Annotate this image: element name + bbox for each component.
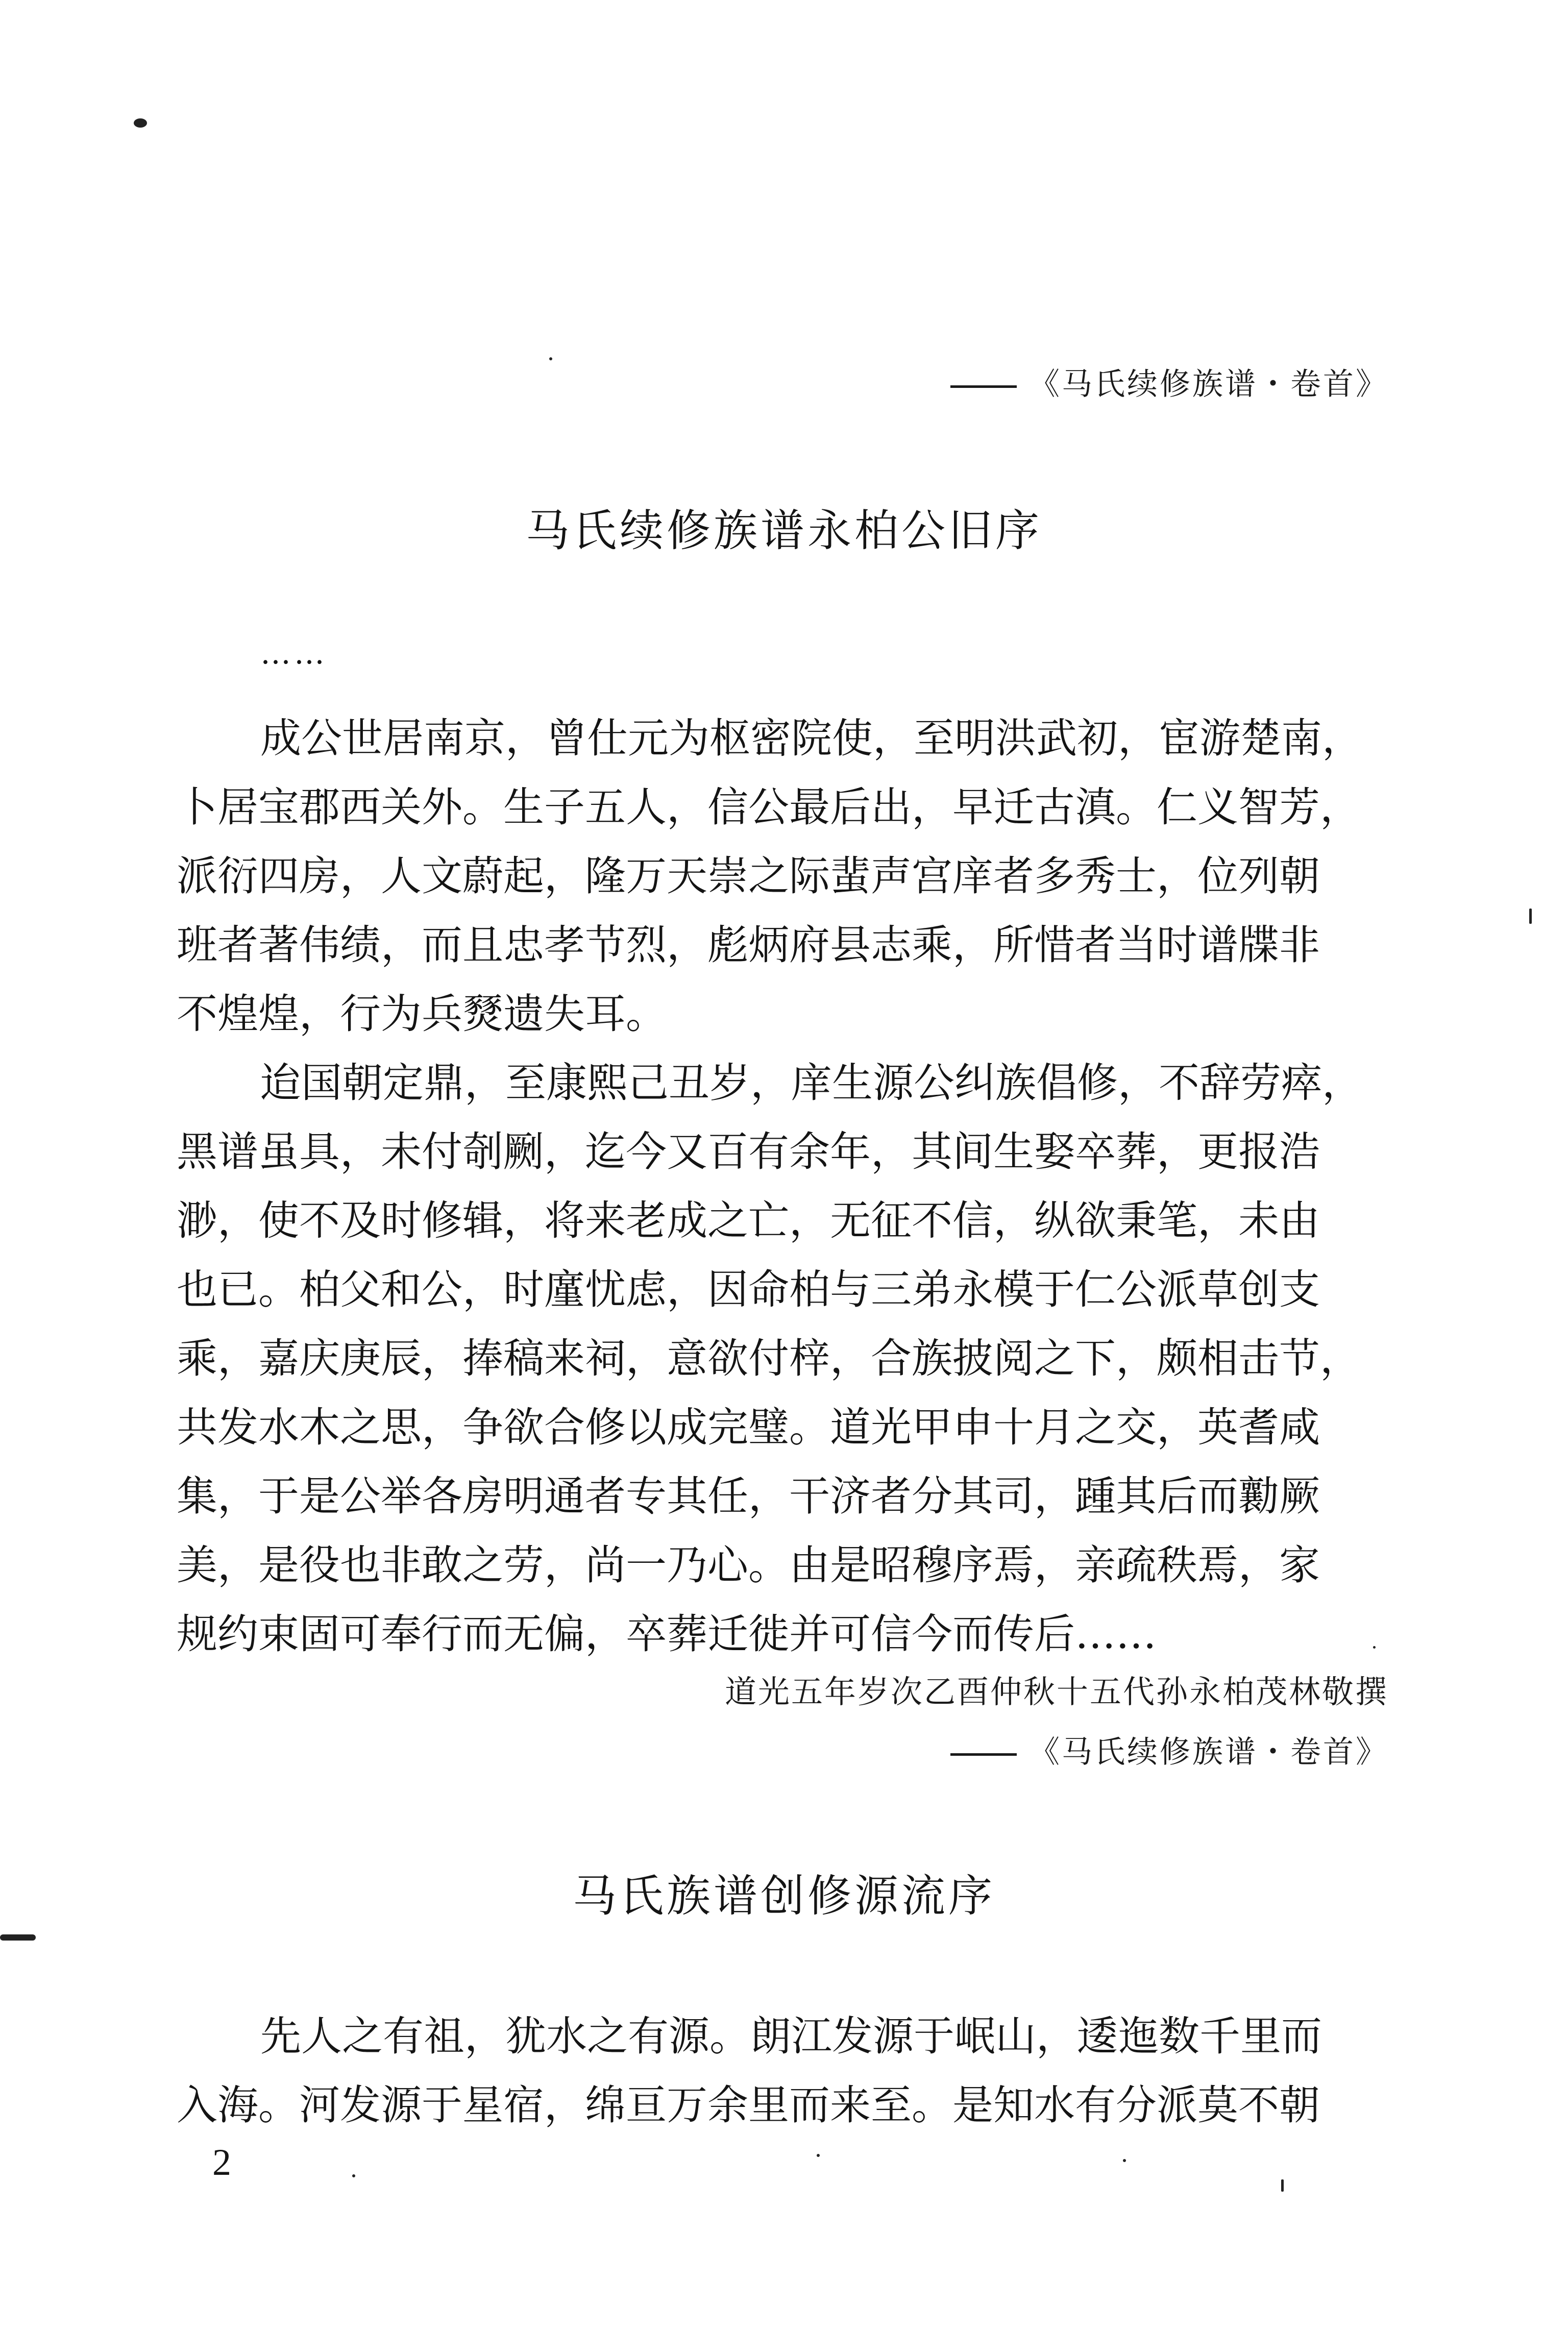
paragraph1-line1: 成公世居南京，曾仕元为枢密院使，至明洪武初，宦游楚南， xyxy=(260,715,1363,762)
paragraph2-line5: 乘，嘉庆庚辰，捧稿来祠，意欲付梓，合族披阅之下，颇相击节， xyxy=(177,1335,1361,1382)
scan-speck xyxy=(549,357,552,360)
paragraph1-line4: 班者著伟绩，而且忠孝节烈，彪炳府县志乘，所惜者当时谱牒非 xyxy=(177,921,1320,969)
section1-attribution: 《马氏续修族谱・卷首》 xyxy=(950,360,1388,404)
paragraph2-line2: 黑谱虽具，未付剞劂，迄今又百有余年，其间生娶卒葬，更报浩 xyxy=(177,1128,1320,1175)
scan-speck xyxy=(352,2174,355,2177)
scan-speck xyxy=(1123,2159,1126,2162)
section2-title: 马氏续修族谱永柏公旧序 xyxy=(526,505,1042,556)
scan-speck xyxy=(134,118,147,128)
paragraph2-line4: 也已。柏父和公，时廑忧虑，因命柏与三弟永模于仁公派草创支 xyxy=(177,1266,1320,1313)
paragraph2-line6: 共发水木之思，争欲合修以成完璧。道光甲申十月之交，英耆咸 xyxy=(177,1404,1320,1451)
section2-signature: 道光五年岁次乙酉仲秋十五代孙永柏茂林敬撰 xyxy=(724,1673,1388,1710)
scan-speck xyxy=(1373,1646,1376,1649)
paragraph2-line3: 渺，使不及时修辑，将来老成之亡，无征不信，纵欲秉笔，未由 xyxy=(177,1197,1320,1244)
em-dash-rule xyxy=(950,1753,1017,1756)
section2-attribution: 《马氏续修族谱・卷首》 xyxy=(950,1728,1388,1772)
paragraph2-line9: 规约束固可奉行而无偏，卒葬迁徙并可信今而传后…… xyxy=(177,1610,1157,1658)
paragraph1-line3: 派衍四房，人文蔚起，隆万天崇之际蜚声宫庠者多秀士，位列朝 xyxy=(177,852,1320,900)
scan-speck xyxy=(1281,2179,1284,2192)
paragraph2-line8: 美，是役也非敢之劳，尚一乃心。由是昭穆序焉，亲疏秩焉，家 xyxy=(177,1541,1320,1589)
paragraph2-line1: 迨国朝定鼎，至康熙己丑岁，庠生源公纠族倡修，不辞劳瘁， xyxy=(260,1059,1363,1107)
paragraph3-line2: 入海。河发源于星宿，绵亘万余里而来至。是知水有分派莫不朝 xyxy=(177,2081,1320,2129)
scan-speck xyxy=(1529,909,1532,924)
paragraph1-line5: 不煌煌，行为兵燹遗失耳。 xyxy=(177,990,667,1038)
em-dash-rule xyxy=(950,385,1017,388)
scan-speck xyxy=(817,2154,820,2157)
paragraph3-line1: 先人之有祖，犹水之有源。朗江发源于岷山，逶迤数千里而 xyxy=(260,2013,1322,2060)
page-number: 2 xyxy=(212,2142,231,2183)
scan-speck xyxy=(0,1934,36,1941)
paragraph2-line7: 集，于是公举各房明通者专其任，干济者分其司，踵其后而勷厥 xyxy=(177,1473,1320,1520)
section3-title: 马氏族谱创修源流序 xyxy=(573,1871,995,1922)
section2-ellipsis: …… xyxy=(260,635,328,671)
paragraph1-line2: 卜居宝郡西关外。生子五人，信公最后出，早迁古滇。仁义智芳， xyxy=(177,783,1361,831)
